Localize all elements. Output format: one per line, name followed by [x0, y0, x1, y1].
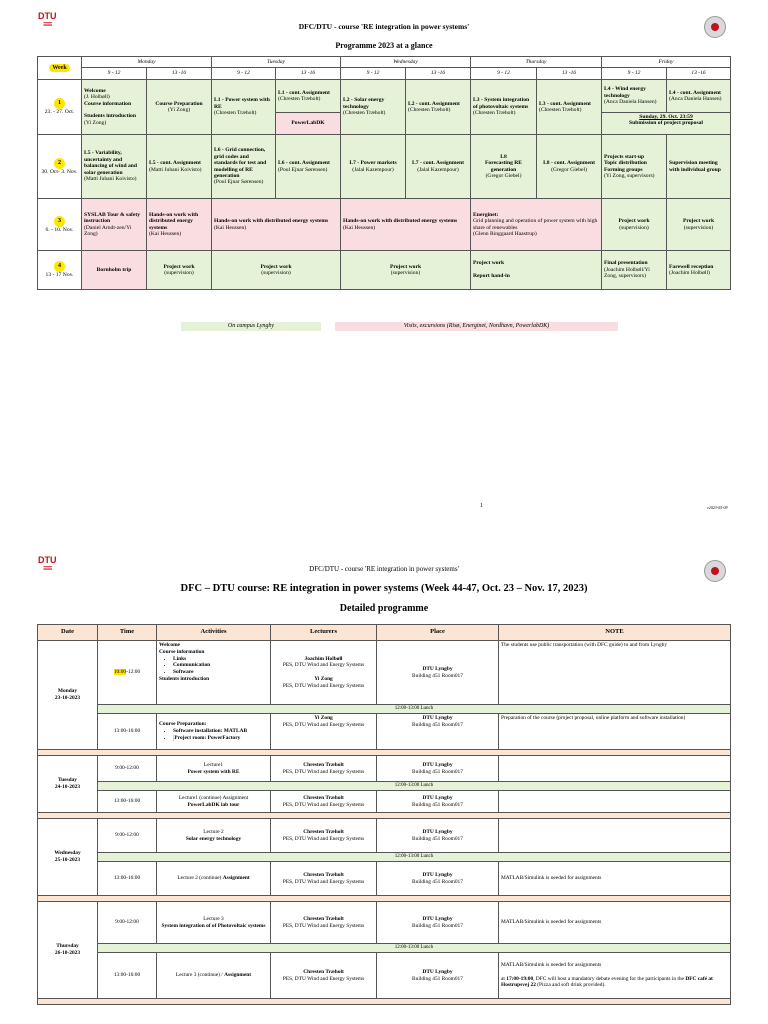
w2-fri-am: Projects start-up Topic distribution Forming groups (Yi Zong, supervisors) — [602, 135, 667, 199]
page1-subtitle: Programme 2023 at a glance — [335, 41, 433, 50]
activity-cell: Lecture1 Power system with RE — [157, 756, 271, 782]
w1-tue-pm: L1 - cont. Assignment (Chresten Træholt) — [276, 80, 341, 113]
legend-visits: Visits, excursions (Risø, Energinet, Nordhavn, PowerlabDK) — [335, 322, 618, 331]
week-1-cell: 1 23. - 27. Oct. — [38, 80, 82, 135]
week-4-cell: 4 13 - 17 Nov. — [38, 251, 82, 290]
slot-am: 9 - 12 — [471, 68, 537, 80]
note-cell — [499, 819, 731, 853]
note-cell: MATLAB/Simulink is needed for assignments — [499, 902, 731, 944]
note-cell: MATLAB/Simulink is needed for assignments — [499, 862, 731, 896]
week-label: Week — [49, 64, 69, 72]
place-cell: DTU Lyngby Building 451 Room017 — [377, 902, 499, 944]
lunch-row: 12:00-13:00 Lunch — [98, 705, 731, 714]
w3-fri-am: Project work (supervision) — [602, 199, 667, 251]
lecturer-cell: Chresten Træholt PES, DTU Wind and Energy Systems — [271, 791, 377, 813]
slot-pm: 13 -16 — [537, 68, 602, 80]
w2-wed-pm: L7 - cont. Assignment (Jalal Kazempour) — [406, 135, 471, 199]
w1-thu-am: L3 - System integration of photovoltaic systems (Chresten Træholt) — [471, 80, 537, 135]
lecturer-cell: Chresten Træholt PES, DTU Wind and Energy Systems — [271, 819, 377, 853]
time-cell: 13:00-16:00 — [98, 953, 157, 999]
time-cell: 9:00-12:00 — [98, 819, 157, 853]
slot-pm: 13 -16 — [406, 68, 471, 80]
col-activities: Activities — [157, 625, 271, 641]
date-monday: Monday 23-10-2023 — [38, 641, 98, 750]
w1-fri-submission: Sunday, 29. Oct. 23:59 Submission of project proposal — [602, 113, 731, 135]
day-friday: Friday — [602, 57, 731, 68]
w2-thu-pm: L8 - cont. Assignment (Gregor Giebel) — [537, 135, 602, 199]
lunch-row: 12:00-13:00 Lunch — [98, 944, 731, 953]
w4-tue: Project work (supervision) — [212, 251, 341, 290]
time-cell: 10:00-12:00 — [98, 641, 157, 705]
w1-mon-pm: Course Preparation (Yi Zong) — [147, 80, 212, 135]
w2-wed-am: L7 - Power markets (Jalal Kazempour) — [341, 135, 406, 199]
w2-tue-am: L6 - Grid connection, grid codes and standards for test and modelling of RE generation (Poul Ejnar Sørensen) — [212, 135, 276, 199]
w1-fri-pm: L4 - cont. Assignment (Anca Daniela Hansen) — [667, 80, 731, 113]
detailed-table — [37, 624, 731, 1005]
place-cell: DTU Lyngby Building 451 Room017 — [377, 862, 499, 896]
w3-wed: Hands-on work with distributed energy systems (Kai Heussen) — [341, 199, 471, 251]
page2-subtitle: Detailed programme — [339, 603, 429, 614]
activity-cell: Lecture1 (continue) Assignment PowerLabDK lab tour — [157, 791, 271, 813]
day-wednesday: Wednesday — [341, 57, 471, 68]
lecturer-cell: Chresten Træholt PES, DTU Wind and Energy Systems — [271, 862, 377, 896]
col-place: Place — [377, 625, 499, 641]
w4-fri-pm: Farewell reception (Joachim Holbøll) — [667, 251, 731, 290]
w1-thu-pm: L3 - cont. Assignment (Chresten Træholt) — [537, 80, 602, 135]
page2-title: DFC/DTU - course 'RE integration in power systems' — [309, 565, 459, 573]
w1-fri-am: L4 - Wind energy technology (Anca Daniela Hansen) — [602, 80, 667, 113]
activity-cell: Lecture 2 (continue) Assignment — [157, 862, 271, 896]
dtu-logo: DTU ≡≡ — [38, 555, 57, 573]
place-cell: DTU Lyngby Building 451 Room017 — [377, 714, 499, 750]
place-cell: DTU Lyngby Building 451 Room017 — [377, 641, 499, 705]
lunch-row: 12:00-13:00 Lunch — [98, 853, 731, 862]
time-cell: 9:00-12:00 — [98, 902, 157, 944]
w1-mon-am: Welcome (J. Holbøll) Course information Students introduction (Yi Zong) — [82, 80, 147, 135]
day-tuesday: Tuesday — [212, 57, 341, 68]
legend-campus: On campus Lyngby — [181, 322, 321, 331]
note-cell: The students use public transportation (with DFC guide) to and from Lyngby — [499, 641, 731, 705]
w2-mon-am: L5 - Variability, uncertainty and balancing of wind and solar generation (Matti Juhani Koivisto) — [82, 135, 147, 199]
time-cell: 9:00-12:00 — [98, 756, 157, 782]
week-3-cell: 3 6. - 10. Nov. — [38, 199, 82, 251]
slot-pm: 13 -16 — [147, 68, 212, 80]
day-thursday: Thursday — [471, 57, 602, 68]
slot-am: 9 - 12 — [602, 68, 667, 80]
w2-tue-pm: L6 - cont. Assignment (Poul Ejnar Sørensen) — [276, 135, 341, 199]
slot-pm: 13 -16 — [667, 68, 731, 80]
slot-am: 9 - 12 — [82, 68, 147, 80]
lecturer-cell: Joachim Holbøll PES, DTU Wind and Energy Systems Yi Zong PES, DTU Wind and Energy Systems — [271, 641, 377, 705]
w1-wed-pm: L2 - cont. Assignment (Chresten Træholt) — [406, 80, 471, 135]
slot-pm: 13 -16 — [276, 68, 341, 80]
w3-thu: Energinet: Grid planning and operation of power system with high share of renewables (Glenn Ringgaard Haastrup) — [471, 199, 602, 251]
activity-cell: Lecture 3 (continue) / Assignment — [157, 953, 271, 999]
note-cell — [499, 756, 731, 782]
w4-fri-am: Final presentation (Joachim Holbøll/Yi Zong, supervisors) — [602, 251, 667, 290]
page2-course-title: DFC – DTU course: RE integration in power systems (Week 44-47, Oct. 23 – Nov. 17, 2023) — [180, 583, 588, 594]
time-cell: 13:00-16:00 — [98, 862, 157, 896]
time-cell: 13:00-16:00 — [98, 714, 157, 750]
w1-wed-am: L2 - Solar energy technology (Chresten Træholt) — [341, 80, 406, 135]
slot-am: 9 - 12 — [341, 68, 406, 80]
w4-wed: Project work (supervision) — [341, 251, 471, 290]
place-cell: DTU Lyngby Building 451 Room017 — [377, 819, 499, 853]
w3-fri-pm: Project work (supervision) — [667, 199, 731, 251]
w2-mon-pm: L5 - cont. Assignment (Matti Juhani Koivisto) — [147, 135, 212, 199]
lecturer-cell: Yi Zong PES, DTU Wind and Energy Systems — [271, 714, 377, 750]
date-thursday: Thursday 26-10-2023 — [38, 902, 98, 999]
day-separator — [38, 999, 731, 1005]
lunch-row: 12:00-13:00 Lunch — [98, 782, 731, 791]
w4-thu: Project work Report hand-in — [471, 251, 602, 290]
lecturer-cell: Chresten Træholt PES, DTU Wind and Energy Systems — [271, 953, 377, 999]
place-cell: DTU Lyngby Building 451 Room017 — [377, 756, 499, 782]
col-date: Date — [38, 625, 98, 641]
activity-cell: Course Preparation: • Software installation: MATLAB • Project room: PowerFactory — [157, 714, 271, 750]
w1-tue-am: L1 - Power system with RE (Chresten Træholt) — [212, 80, 276, 135]
col-note: NOTE — [499, 625, 731, 641]
time-cell: 13:00-16:00 — [98, 791, 157, 813]
activity-cell: Lecture 2 Solar energy technology — [157, 819, 271, 853]
slot-am: 9 - 12 — [212, 68, 276, 80]
place-cell: DTU Lyngby Building 451 Room017 — [377, 953, 499, 999]
w3-mon-pm: Hands-on work with distributed energy systems (Kai Heussen) — [147, 199, 212, 251]
note-cell: MATLAB/Simulink is needed for assignments at 17:00-19:00, DFC will host a mandatory debate evening for the participants in the DFC café at Hostrupsvej 22 (Pizza and soft drink provided). — [499, 953, 731, 999]
date-wednesday: Wednesday 25-10-2023 — [38, 819, 98, 896]
w4-mon-pm: Project work (supervision) — [147, 251, 212, 290]
week-2-cell: 2 30. Oct- 3. Nov. — [38, 135, 82, 199]
dtu-logo: DTU ≡≡ — [38, 11, 57, 29]
w3-tue: Hands-on work with distributed energy systems (Kai Heussen) — [212, 199, 341, 251]
date-tuesday: Tuesday 24-10-2023 — [38, 756, 98, 813]
w2-fri-pm: Supervision meeting with individual group — [667, 135, 731, 199]
page1-title: DFC/DTU - course 'RE integration in power systems' — [298, 22, 470, 31]
col-lecturers: Lecturers — [271, 625, 377, 641]
glance-table — [37, 56, 731, 290]
lecturer-cell: Chresten Træholt PES, DTU Wind and Energy Systems — [271, 756, 377, 782]
page-number: 1 — [480, 503, 483, 509]
w4-mon-am: Bornholm trip — [82, 251, 147, 290]
w3-mon-am: SYSLAB Tour & safety instruction (Daniel Arndt-zen/Yi Zong) — [82, 199, 147, 251]
version-label: v2023-05-09 — [707, 505, 728, 510]
w2-thu-am: L8 Forecasting RE generation (Gregor Giebel) — [471, 135, 537, 199]
w1-tue-powerlab: PowerLabDK — [276, 113, 341, 135]
activity-cell: Lecture 3 System integration of of Photovoltaic systems — [157, 902, 271, 944]
place-cell: DTU Lyngby Building 451 Room017 — [377, 791, 499, 813]
lecturer-cell: Chresten Træholt PES, DTU Wind and Energy Systems — [271, 902, 377, 944]
note-cell: Preparation of the course (project proposal, online platform and software installation) — [499, 714, 731, 750]
day-monday: Monday — [82, 57, 212, 68]
col-time: Time — [98, 625, 157, 641]
activity-cell: Welcome Course information • Links • Communication • Software Students introduction — [157, 641, 271, 705]
note-cell — [499, 791, 731, 813]
